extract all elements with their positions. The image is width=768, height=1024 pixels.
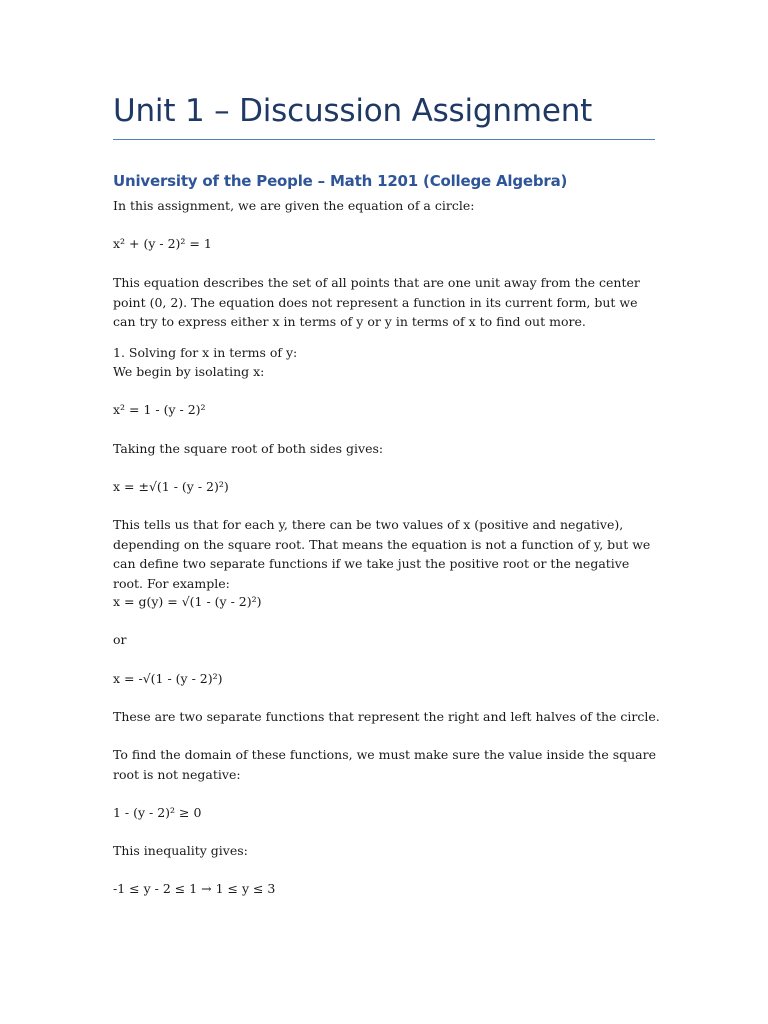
paragraph-domain: To find the domain of these functions, we must make sure the value inside the square root is not negative: — [113, 747, 656, 782]
paragraph-inequality-gives: This inequality gives: — [113, 843, 248, 858]
equation-x-squared: x² = 1 - (y - 2)² — [113, 402, 206, 417]
paragraph-halves: These are two separate functions that represent the right and left halves of the circle. — [113, 709, 660, 724]
document-title: Unit 1 – Discussion Assignment — [113, 93, 593, 129]
paragraph-two-values: This tells us that for each y, there can be two values of x (positive and negative), depending on the square root. That means the equation is not a function of y, but we can define two separate functions if we take just the positive root or the negative root. For example: — [113, 517, 651, 591]
paragraph-intro: In this assignment, we are given the equation of a circle: — [113, 198, 475, 213]
paragraph-isolating: We begin by isolating x: — [113, 364, 265, 379]
equation-g-of-y: x = g(y) = √(1 - (y - 2)²) — [113, 594, 262, 609]
equation-y-range: -1 ≤ y - 2 ≤ 1 → 1 ≤ y ≤ 3 — [113, 881, 276, 896]
section-heading-solve-x: 1. Solving for x in terms of y: — [113, 345, 298, 360]
equation-negative-root: x = -√(1 - (y - 2)²) — [113, 671, 223, 686]
equation-x-plus-minus: x = ±√(1 - (y - 2)²) — [113, 479, 229, 494]
paragraph-or: or — [113, 632, 127, 647]
equation-inequality: 1 - (y - 2)² ≥ 0 — [113, 805, 202, 820]
document-subtitle: University of the People – Math 1201 (College Algebra) — [113, 172, 568, 190]
paragraph-description: This equation describes the set of all points that are one unit away from the center point (0, 2). The equation does not represent a function in its current form, but we can try to express either x in terms of y or y in terms of x to find out more. — [113, 275, 640, 329]
title-underline — [113, 139, 655, 140]
equation-circle: x² + (y - 2)² = 1 — [113, 236, 212, 251]
paragraph-square-root: Taking the square root of both sides gives: — [113, 441, 384, 456]
